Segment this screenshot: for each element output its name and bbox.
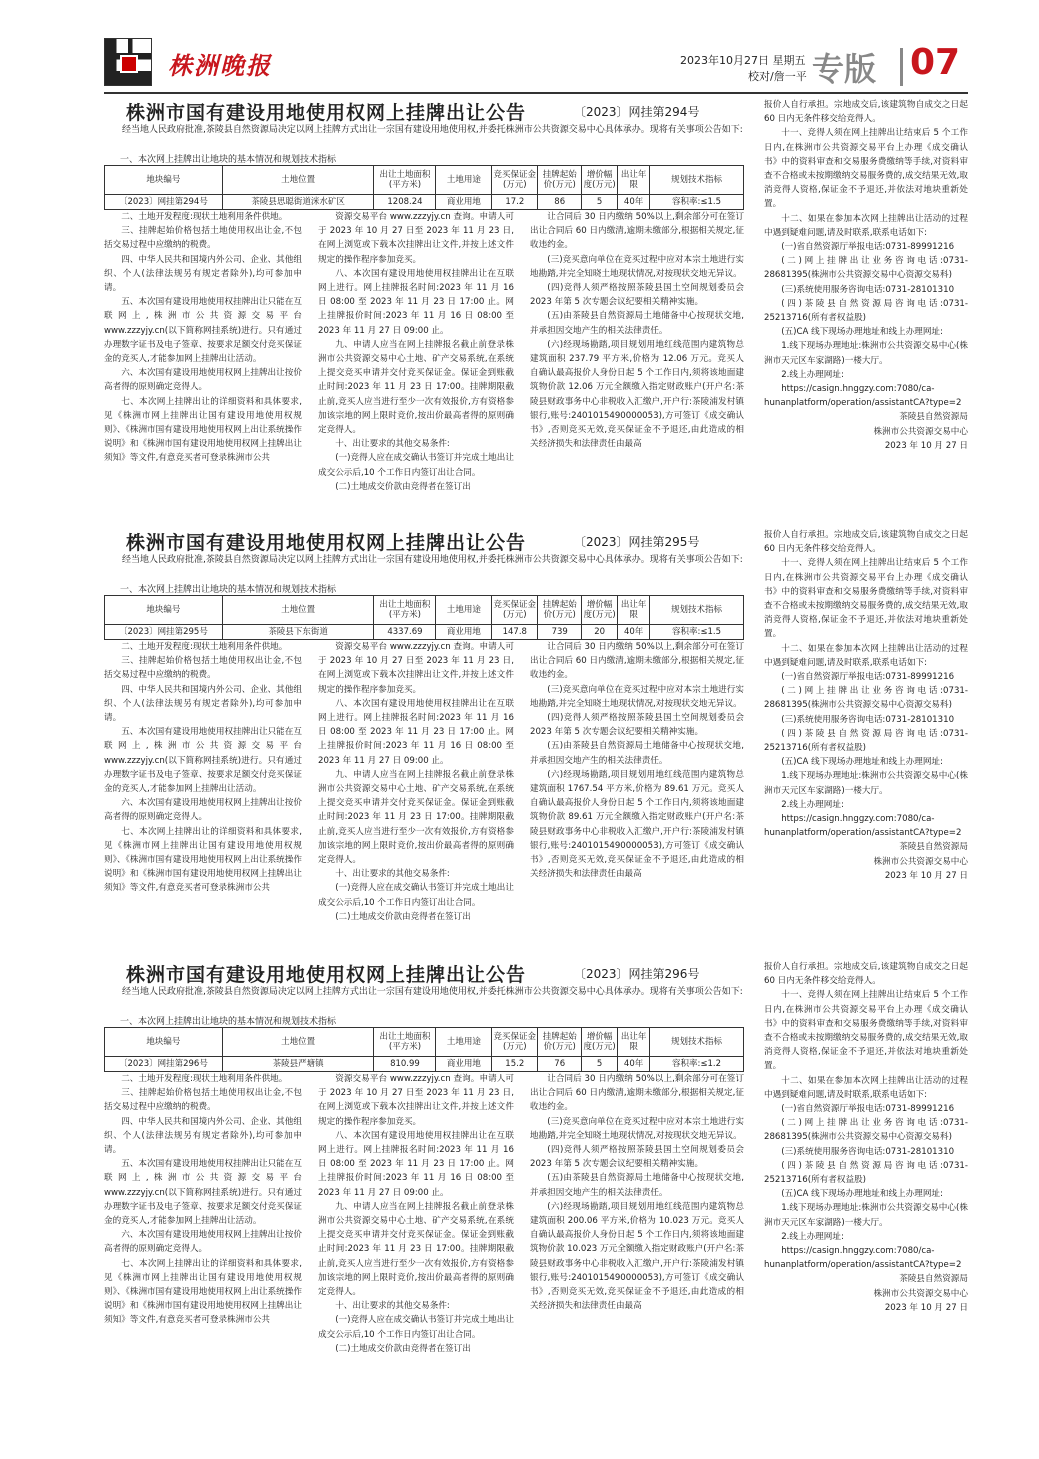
table-cell: 商业用地 (436, 625, 492, 640)
paragraph: (二)网上挂牌出让业务咨询电话:0731-28681395(株洲市公共资源交易中心资源交易科) (764, 686, 968, 711)
section-name: 专版 (812, 50, 877, 88)
paragraph: (二)土地成交价款由竞得者在签订出 (335, 911, 471, 922)
paragraph: (四)茶陵县自然资源局咨询电话:0731-25213716(所有者权益股) (764, 1160, 968, 1186)
paragraph: (三)系统使用服务咨询电话:0731-28101310 (781, 1146, 955, 1157)
text-column (764, 528, 968, 946)
paragraph: 二、土地开发程度:现状土地利用条件供地。 (121, 212, 288, 222)
signature-line: 2023 年 10 月 27 日 (884, 1302, 968, 1313)
table-cell: 容积率:≤1.5 (650, 195, 744, 210)
table-cell: 茶陵县下东街道 (222, 625, 374, 640)
paragraph: 四、中华人民共和国境内外公司、企业、其他组织、个人(法律法规另有规定者除外),均可参加申请。 (104, 254, 302, 294)
table-header-cell: 挂牌起始价(万元) (538, 596, 582, 625)
text-column (530, 1072, 744, 1378)
table-cell: 40年 (618, 625, 650, 640)
table-header-cell: 规划技术指标 (650, 596, 744, 625)
signature-line: 2023 年 10 月 27 日 (884, 440, 968, 451)
paragraph: 五、本次国有建设用地使用权挂牌出让只能在互联网上,株洲市公共资源交易平台 www.zzzyjy.cn(以下简称网挂系统)进行。只有通过办理数字证书及电子签章、按要求足额交付竞买保证金的竞买人,才能参加网上挂牌出让活动。 (104, 297, 302, 365)
paragraph: 四、中华人民共和国境内外公司、企业、其他组织、个人(法律法规另有规定者除外),均可参加申请。 (104, 1116, 302, 1156)
paragraph: (六)经现场勘踏,项目规划用地红线范围内建筑物总建筑面积 237.79 平方米,价格为 12.06 万元。竞买人自确认最高报价人身份日起 5 个工作日内,须将该地面建筑物价款 12.06 万元全额缴入指定财政账户(开户名:茶陵县财政事务中心非税收入汇缴户,开户行:茶陵浦发村镇银行,账号:2401015490000053),方可签订《成交确认书》,否则竞买无效,竞买保证金不予退还,由此造成的相关经济损失和法律责任由最高 (530, 339, 744, 450)
table-cell: 739 (538, 625, 582, 640)
paragraph: 八、本次国有建设用地使用权挂牌出让在互联网上进行。网上挂牌报名时间:2023 年 11 月 16 日 08:00 至 2023 年 11 月 23 日 17:00 止。网上挂牌报价时间:2023 年 11 月 16 日 08:00 至 2023 年 11 月 27 日 09:00 止。 (318, 698, 514, 766)
table-header-cell: 规划技术指标 (650, 1028, 744, 1057)
table-cell: 810.99 (374, 1057, 436, 1072)
table-cell: 商业用地 (436, 195, 492, 210)
parcel-table (104, 1027, 744, 1072)
paragraph: 二、土地开发程度:现状土地利用条件供地。 (121, 642, 288, 652)
text-column (318, 1072, 514, 1378)
table-header-cell: 竞买保证金(万元) (492, 1028, 538, 1057)
table-header-cell: 竞买保证金(万元) (492, 166, 538, 195)
paragraph: 三、挂牌起始价格包括土地使用权出让金,不包括交易过程中应缴纳的税费。 (104, 1088, 302, 1113)
notice-intro: 经当地人民政府批准,茶陵县自然资源局决定以网上挂牌方式出让一宗国有建设用地使用权,并委托株洲市公共资源交易中心具体承办。现将有关事项公告如下: (122, 555, 743, 565)
table-cell: 5 (582, 1057, 618, 1072)
paragraph: https://casign.hnggzy.com:7080/ca-hunanplatform/operation/assistantCA?type=2 (764, 1246, 962, 1271)
page-number: 07 (910, 42, 961, 83)
text-column (318, 210, 514, 516)
notice-title: 株洲市国有建设用地使用权网上挂牌出让公告 (126, 532, 527, 554)
paragraph: https://casign.hnggzy.com:7080/ca-hunanplatform/operation/assistantCA?type=2 (764, 814, 962, 839)
paragraph: (三)竞买意向单位在竞买过程中应对本宗土地进行实地勘踏,并完全知晓土地现状情况,对按现状交地无异议。 (530, 684, 744, 709)
paragraph: (六)经现场勘踏,项目规划用地红线范围内建筑物总建筑面积 200.06 平方米,价格为 10.023 万元。竞买人自确认最高报价人身份日起 5 个工作日内,须将该地面建筑物价款 10.023 万元全额缴入指定财政账户(开户名:茶陵县财政事务中心非税收入汇缴户,开户行:茶陵浦发村镇银行,账号:2401015490000053),方可签订《成交确认书》,否则竞买无效,竞买保证金不予退还,由此造成的相关经济损失和法律责任由最高 (530, 1201, 744, 1312)
paragraph: 让合同后 30 日内缴纳 50%以上,剩余部分可在签订出让合同后 60 日内缴清,逾期未缴部分,根据相关规定,征收违约金。 (530, 642, 744, 681)
paragraph: https://casign.hnggzy.com:7080/ca-hunanplatform/operation/assistantCA?type=2 (764, 384, 962, 409)
paragraph: (四)竞得人须严格按照茶陵县国土空间规划委员会 2023 年第 5 次专题会议纪要相关精神实施。 (530, 713, 744, 738)
paragraph: (一)省自然资源厅举报电话:0731-89991216 (781, 1104, 955, 1115)
paragraph: 八、本次国有建设用地使用权挂牌出让在互联网上进行。网上挂牌报名时间:2023 年 11 月 16 日 08:00 至 2023 年 11 月 23 日 17:00 止。网上挂牌报价时间:2023 年 11 月 16 日 08:00 至 2023 年 11 月 27 日 09:00 止。 (318, 1130, 514, 1198)
paragraph: 报价人自行承担。宗地成交后,该建筑物自成交之日起 60 日内无条件移交给竞得人。 (764, 962, 968, 987)
qr-logo-icon (120, 55, 138, 73)
signature-line: 茶陵县自然资源局 (899, 1274, 968, 1285)
text-column (318, 640, 514, 946)
paragraph: (四)茶陵县自然资源局咨询电话:0731-25213716(所有者权益股) (764, 728, 968, 754)
paragraph: 报价人自行承担。宗地成交后,该建筑物自成交之日起 60 日内无条件移交给竞得人。 (764, 530, 968, 555)
table-header-cell: 地块编号 (105, 596, 223, 625)
paragraph: (五)CA 线下现场办理地址和线上办理网址: (781, 327, 943, 338)
table-cell: 容积率:≤1.5 (650, 625, 744, 640)
table-cell: 茶陵县严塘镇 (222, 1057, 374, 1072)
paragraph: (三)系统使用服务咨询电话:0731-28101310 (781, 714, 955, 725)
paragraph: (五)由茶陵县自然资源局土地储备中心按现状交地,并承担因交地产生的相关法律责任。 (530, 311, 744, 336)
paragraph: 2.线上办理网址: (781, 799, 844, 810)
parcel-table (104, 165, 744, 210)
table-cell: 20 (582, 625, 618, 640)
table-cell: 容积率:≤1.2 (650, 1057, 744, 1072)
paragraph: 让合同后 30 日内缴纳 50%以上,剩余部分可在签订出让合同后 60 日内缴清,逾期未缴部分,根据相关规定,征收违约金。 (530, 212, 744, 251)
table-cell: 1208.24 (374, 195, 436, 210)
signature-line: 2023 年 10 月 27 日 (884, 870, 968, 881)
paragraph: 十、出让要求的其他交易条件: (335, 1301, 450, 1312)
text-column (530, 640, 744, 946)
paragraph: 六、本次国有建设用地使用权网上挂牌出让按价高者得的原则确定竞得人。 (104, 798, 302, 823)
table-header-cell: 出让年限 (618, 166, 650, 195)
table-cell: 〔2023〕网挂第294号 (105, 195, 223, 210)
issue-date: 2023年10月27日 星期五 (680, 54, 806, 67)
table-cell: 15.2 (492, 1057, 538, 1072)
table-header-cell: 出让年限 (618, 1028, 650, 1057)
paragraph: 十一、竞得人须在网上挂牌出让结束后 5 个工作日内,在株洲市公共资源交易平台上办理《成交确认书》中的资料审查和交易服务费缴纳等手续,对资料审查不合格或未按期缴纳交易服务费的,成交结果无效,取消竞得人资格,保证金不予退还,并依法对地块重新处置。 (764, 128, 968, 210)
table-header-cell: 土地位置 (222, 1028, 374, 1057)
table-header-cell: 土地位置 (222, 166, 374, 195)
table-cell: 76 (538, 1057, 582, 1072)
paragraph: 资源交易平台 www.zzzyjy.cn 查询。申请人可于 2023 年 10 月 27 日至 2023 年 11 月 23 日,在网上浏览或下载本次挂牌出让文件,并按上述文件规定的操作程序参加竞买。 (318, 642, 514, 695)
paragraph: 1.线下现场办理地址:株洲市公共资源交易中心(株洲市天元区车家湖路)一楼大厅。 (764, 771, 968, 796)
paragraph: (二)网上挂牌出让业务咨询电话:0731-28681395(株洲市公共资源交易中心资源交易科) (764, 256, 968, 281)
table-header-cell: 增价幅度(万元) (582, 166, 618, 195)
table-cell: 17.2 (492, 195, 538, 210)
notice-code: 〔2023〕网挂第295号 (574, 535, 700, 549)
paragraph: 九、申请人应当在网上挂牌报名截止前登录株洲市公共资源交易中心土地、矿产交易系统,在系统上提交竞买申请并交付竞买保证金。保证金到账截止时间:2023 年 11 月 23 日 17:00。挂牌期限截止前,竞买人应当进行至少一次有效报价,方有资格参加该宗地的网上限时竞价,按出价最高者得的原则确定竞得人。 (318, 339, 514, 436)
table-header-cell: 土地用途 (436, 596, 492, 625)
paragraph: 让合同后 30 日内缴纳 50%以上,剩余部分可在签订出让合同后 60 日内缴清,逾期未缴部分,根据相关规定,征收违约金。 (530, 1074, 744, 1113)
newspaper-logo: 株洲晚报 (168, 51, 272, 80)
paragraph: (六)经现场勘踏,项目规划用地红线范围内建筑物总建筑面积 1767.54 平方米,价格为 89.61 万元。竞买人自确认最高报价人身份日起 5 个工作日内,须将该地面建筑物价款 89.61 万元全额缴入指定财政账户(开户名:茶陵县财政事务中心非税收入汇缴户,开户行:茶陵浦发村镇银行,账号:2401015490000053),方可签订《成交确认书》,否则竞买无效,竞买保证金不予退还,由此造成的相关经济损失和法律责任由最高 (530, 769, 744, 880)
paragraph: (一)竞得人应在成交确认书签订并完成土地出让成交公示后,10 个工作日内签订出让合同。 (318, 453, 514, 478)
table-cell: 40年 (618, 195, 650, 210)
paragraph: 2.线上办理网址: (781, 1231, 844, 1242)
paragraph: (一)竞得人应在成交确认书签订并完成土地出让成交公示后,10 个工作日内签订出让合同。 (318, 883, 514, 908)
text-column (764, 960, 968, 1378)
notice-title: 株洲市国有建设用地使用权网上挂牌出让公告 (126, 964, 527, 986)
paragraph: 九、申请人应当在网上挂牌报名截止前登录株洲市公共资源交易中心土地、矿产交易系统,在系统上提交竞买申请并交付竞买保证金。保证金到账截止时间:2023 年 11 月 23 日 17:00。挂牌期限截止前,竞买人应当进行至少一次有效报价,方有资格参加该宗地的网上限时竞价,按出价最高者得的原则确定竞得人。 (318, 1201, 514, 1298)
table-header-cell: 出让土地面积(平方米) (374, 596, 436, 625)
paragraph: 五、本次国有建设用地使用权挂牌出让只能在互联网上,株洲市公共资源交易平台 www.zzzyjy.cn(以下简称网挂系统)进行。只有通过办理数字证书及电子签章、按要求足额交付竞买保证金的竞买人,才能参加网上挂牌出让活动。 (104, 727, 302, 795)
paragraph: (三)竞买意向单位在竞买过程中应对本宗土地进行实地勘踏,并完全知晓土地现状情况,对按现状交地无异议。 (530, 1116, 744, 1141)
paragraph: (五)CA 线下现场办理地址和线上办理网址: (781, 1189, 943, 1200)
paragraph: (二)网上挂牌出让业务咨询电话:0731-28681395(株洲市公共资源交易中心资源交易科) (764, 1118, 968, 1143)
notice-code: 〔2023〕网挂第294号 (574, 105, 700, 119)
table-header-cell: 地块编号 (105, 1028, 223, 1057)
paragraph: (五)由茶陵县自然资源局土地储备中心按现状交地,并承担因交地产生的相关法律责任。 (530, 741, 744, 766)
text-column (104, 210, 302, 516)
paragraph: (二)土地成交价款由竞得者在签订出 (335, 1343, 471, 1354)
paragraph: (一)省自然资源厅举报电话:0731-89991216 (781, 242, 955, 253)
paragraph: 九、申请人应当在网上挂牌报名截止前登录株洲市公共资源交易中心土地、矿产交易系统,在系统上提交竞买申请并交付竞买保证金。保证金到账截止时间:2023 年 11 月 23 日 17:00。挂牌期限截止前,竞买人应当进行至少一次有效报价,方有资格参加该宗地的网上限时竞价,按出价最高者得的原则确定竞得人。 (318, 769, 514, 866)
table-cell: 147.8 (492, 625, 538, 640)
table-header-cell: 增价幅度(万元) (582, 596, 618, 625)
paragraph: 六、本次国有建设用地使用权网上挂牌出让按价高者得的原则确定竞得人。 (104, 1230, 302, 1255)
table-header-cell: 挂牌起始价(万元) (538, 1028, 582, 1057)
paragraph: 十一、竞得人须在网上挂牌出让结束后 5 个工作日内,在株洲市公共资源交易平台上办理《成交确认书》中的资料审查和交易服务费缴纳等手续,对资料审查不合格或未按期缴纳交易服务费的,成交结果无效,取消竞得人资格,保证金不予退还,并依法对地块重新处置。 (764, 990, 968, 1072)
paragraph: 四、中华人民共和国境内外公司、企业、其他组织、个人(法律法规另有规定者除外),均可参加申请。 (104, 684, 302, 724)
paragraph: 资源交易平台 www.zzzyjy.cn 查询。申请人可于 2023 年 10 月 27 日至 2023 年 11 月 23 日,在网上浏览或下载本次挂牌出让文件,并按上述文件规定的操作程序参加竞买。 (318, 212, 514, 265)
table-header-cell: 增价幅度(万元) (582, 1028, 618, 1057)
table-subhead: 一、本次网上挂牌出让地块的基本情况和规划技术指标 (120, 1017, 337, 1027)
text-column (530, 210, 744, 516)
paragraph: (四)茶陵县自然资源局咨询电话:0731-25213716(所有者权益股) (764, 298, 968, 324)
paragraph: (五)由茶陵县自然资源局土地储备中心按现状交地,并承担因交地产生的相关法律责任。 (530, 1173, 744, 1198)
paragraph: 1.线下现场办理地址:株洲市公共资源交易中心(株洲市天元区车家湖路)一楼大厅。 (764, 1203, 968, 1228)
table-header-cell: 竞买保证金(万元) (492, 596, 538, 625)
table-cell: 茶陵县思聪街道洣水矿区 (222, 195, 374, 210)
paragraph: 八、本次国有建设用地使用权挂牌出让在互联网上进行。网上挂牌报名时间:2023 年 11 月 16 日 08:00 至 2023 年 11 月 23 日 17:00 止。网上挂牌报价时间:2023 年 11 月 16 日 08:00 至 2023 年 11 月 27 日 09:00 止。 (318, 268, 514, 336)
header-rule (104, 92, 968, 94)
paragraph: 三、挂牌起始价格包括土地使用权出让金,不包括交易过程中应缴纳的税费。 (104, 656, 302, 681)
paragraph: (四)竞得人须严格按照茶陵县国土空间规划委员会 2023 年第 5 次专题会议纪要相关精神实施。 (530, 1145, 744, 1170)
text-column (104, 640, 302, 946)
land-notice (104, 528, 968, 953)
signature-line: 株洲市公共资源交易中心 (873, 856, 968, 867)
signature-line: 茶陵县自然资源局 (899, 842, 968, 853)
notice-code: 〔2023〕网挂第296号 (574, 967, 700, 981)
table-subhead: 一、本次网上挂牌出让地块的基本情况和规划技术指标 (120, 155, 337, 165)
proofreader: 校对/詹一平 (748, 70, 807, 83)
paragraph: 十二、如果在参加本次网上挂牌出让活动的过程中遇到疑难问题,请及时联系,联系电话如下: (764, 643, 968, 668)
notice-intro: 经当地人民政府批准,茶陵县自然资源局决定以网上挂牌方式出让一宗国有建设用地使用权,并委托株洲市公共资源交易中心具体承办。现将有关事项公告如下: (122, 987, 743, 997)
table-header-cell: 土地用途 (436, 166, 492, 195)
paragraph: 资源交易平台 www.zzzyjy.cn 查询。申请人可于 2023 年 10 月 27 日至 2023 年 11 月 23 日,在网上浏览或下载本次挂牌出让文件,并按上述文件规定的操作程序参加竞买。 (318, 1074, 514, 1127)
table-cell: 4337.69 (374, 625, 436, 640)
paragraph: (三)系统使用服务咨询电话:0731-28101310 (781, 284, 955, 295)
paragraph: 1.线下现场办理地址:株洲市公共资源交易中心(株洲市天元区车家湖路)一楼大厅。 (764, 341, 968, 366)
notice-intro: 经当地人民政府批准,茶陵县自然资源局决定以网上挂牌方式出让一宗国有建设用地使用权,并委托株洲市公共资源交易中心具体承办。现将有关事项公告如下: (122, 125, 743, 135)
paragraph: (一)省自然资源厅举报电话:0731-89991216 (781, 672, 955, 683)
table-subhead: 一、本次网上挂牌出让地块的基本情况和规划技术指标 (120, 585, 337, 595)
paragraph: 三、挂牌起始价格包括土地使用权出让金,不包括交易过程中应缴纳的税费。 (104, 226, 302, 251)
signature-line: 株洲市公共资源交易中心 (873, 1288, 968, 1299)
table-header-cell: 土地位置 (222, 596, 374, 625)
text-column (104, 1072, 302, 1378)
table-header-cell: 规划技术指标 (650, 166, 744, 195)
parcel-table (104, 595, 744, 640)
masthead (0, 0, 1039, 92)
paragraph: 2.线上办理网址: (781, 369, 844, 380)
paragraph: 报价人自行承担。宗地成交后,该建筑物自成交之日起 60 日内无条件移交给竞得人。 (764, 100, 968, 125)
paragraph: 十二、如果在参加本次网上挂牌出让活动的过程中遇到疑难问题,请及时联系,联系电话如下: (764, 1075, 968, 1100)
table-header-cell: 地块编号 (105, 166, 223, 195)
paragraph: (三)竞买意向单位在竞买过程中应对本宗土地进行实地勘踏,并完全知晓土地现状情况,对按现状交地无异议。 (530, 254, 744, 279)
paragraph: 二、土地开发程度:现状土地利用条件供地。 (121, 1074, 288, 1084)
paragraph: (四)竞得人须严格按照茶陵县国土空间规划委员会 2023 年第 5 次专题会议纪要相关精神实施。 (530, 283, 744, 308)
table-cell: 40年 (618, 1057, 650, 1072)
paragraph: 十二、如果在参加本次网上挂牌出让活动的过程中遇到疑难问题,请及时联系,联系电话如下: (764, 213, 968, 238)
table-cell: 〔2023〕网挂第295号 (105, 625, 223, 640)
paragraph: 七、本次网上挂牌出让的详细资料和具体要求,见《株洲市网上挂牌出让国有建设用地使用权规则》、《株洲市国有建设用地使用权网上出让系统操作说明》和《株洲市国有建设用地使用权网上挂牌出让须知》等文件,有意竞买者可登录株洲市公共 (104, 396, 302, 464)
paragraph: (五)CA 线下现场办理地址和线上办理网址: (781, 757, 943, 768)
paragraph: 十、出让要求的其他交易条件: (335, 869, 450, 880)
paragraph: 五、本次国有建设用地使用权挂牌出让只能在互联网上,株洲市公共资源交易平台 www.zzzyjy.cn(以下简称网挂系统)进行。只有通过办理数字证书及电子签章、按要求足额交付竞买保证金的竞买人,才能参加网上挂牌出让活动。 (104, 1159, 302, 1227)
signature-line: 株洲市公共资源交易中心 (873, 426, 968, 437)
table-cell: 〔2023〕网挂第296号 (105, 1057, 223, 1072)
header-divider (900, 48, 903, 86)
table-header-cell: 出让土地面积(平方米) (374, 166, 436, 195)
table-header-cell: 出让土地面积(平方米) (374, 1028, 436, 1057)
land-notice (104, 960, 968, 1385)
paragraph: 七、本次网上挂牌出让的详细资料和具体要求,见《株洲市网上挂牌出让国有建设用地使用权规则》、《株洲市国有建设用地使用权网上出让系统操作说明》和《株洲市国有建设用地使用权网上挂牌出让须知》等文件,有意竞买者可登录株洲市公共 (104, 1258, 302, 1326)
table-header-cell: 挂牌起始价(万元) (538, 166, 582, 195)
table-cell: 5 (582, 195, 618, 210)
paragraph: 十一、竞得人须在网上挂牌出让结束后 5 个工作日内,在株洲市公共资源交易平台上办理《成交确认书》中的资料审查和交易服务费缴纳等手续,对资料审查不合格或未按期缴纳交易服务费的,成交结果无效,取消竞得人资格,保证金不予退还,并依法对地块重新处置。 (764, 558, 968, 640)
paragraph: 七、本次网上挂牌出让的详细资料和具体要求,见《株洲市网上挂牌出让国有建设用地使用权规则》、《株洲市国有建设用地使用权网上出让系统操作说明》和《株洲市国有建设用地使用权网上挂牌出让须知》等文件,有意竞买者可登录株洲市公共 (104, 826, 302, 894)
table-cell: 商业用地 (436, 1057, 492, 1072)
paragraph: 十、出让要求的其他交易条件: (335, 439, 450, 450)
land-notice (104, 98, 968, 523)
paragraph: (一)竞得人应在成交确认书签订并完成土地出让成交公示后,10 个工作日内签订出让合同。 (318, 1315, 514, 1340)
signature-line: 茶陵县自然资源局 (899, 412, 968, 423)
table-header-cell: 土地用途 (436, 1028, 492, 1057)
notice-title: 株洲市国有建设用地使用权网上挂牌出让公告 (126, 102, 527, 124)
table-header-cell: 出让年限 (618, 596, 650, 625)
paragraph: 六、本次国有建设用地使用权网上挂牌出让按价高者得的原则确定竞得人。 (104, 368, 302, 393)
text-column (764, 98, 968, 516)
paragraph: (二)土地成交价款由竞得者在签订出 (335, 481, 471, 492)
table-cell: 86 (538, 195, 582, 210)
